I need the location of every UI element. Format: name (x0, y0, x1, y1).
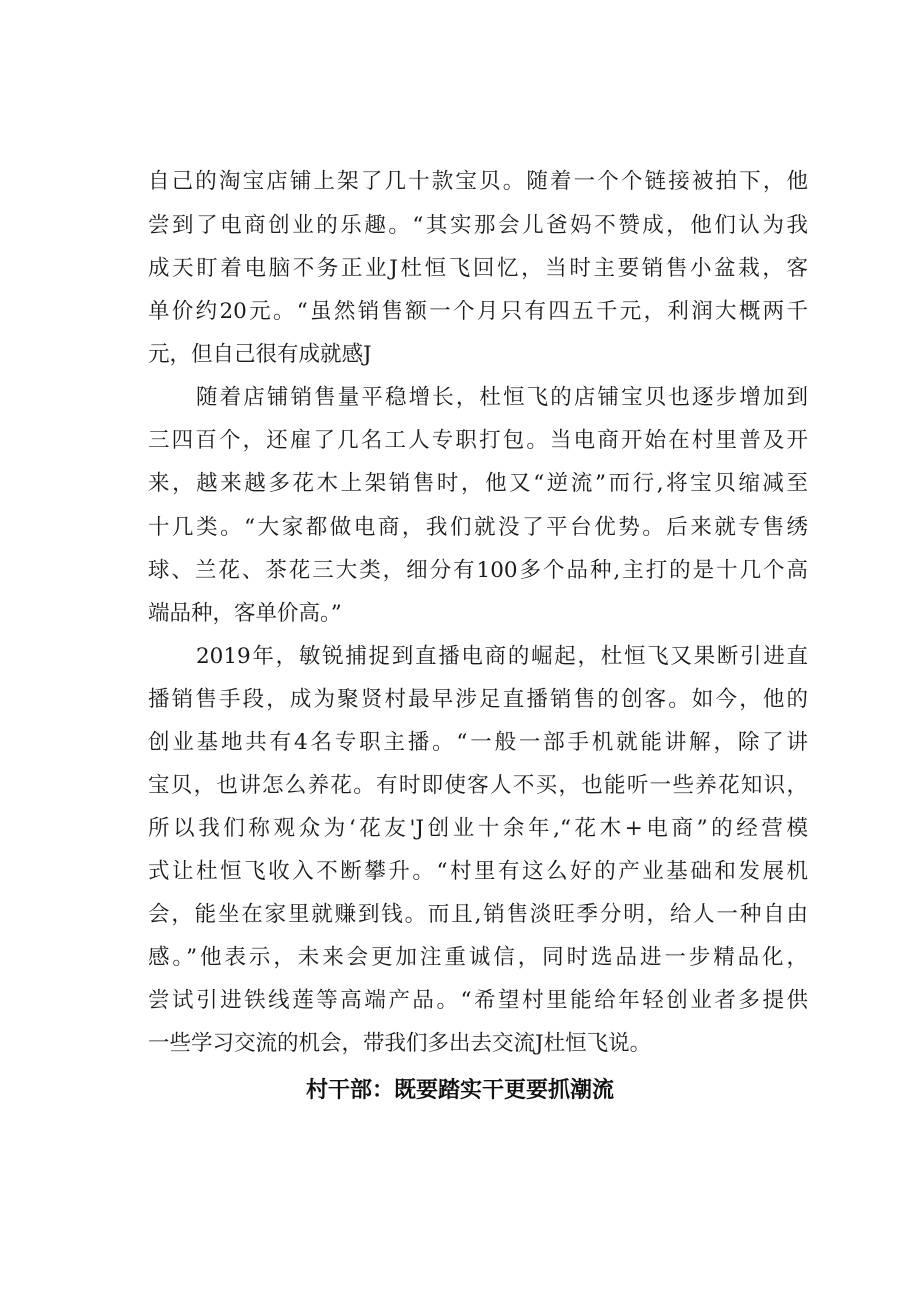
paragraph-line: 单价约20元。“虽然销售额一个月只有四五千元，利润大概两千 (148, 299, 808, 324)
paragraph-line: 随着店铺销售量平稳增长，杜恒飞的店铺宝贝也逐步增加到 (196, 385, 808, 410)
paragraph-line: 十几类。“大家都做电商，我们就没了平台优势。后来就专售绣 (148, 515, 808, 540)
paragraph-line: 成天盯着电脑不务正业J杜恒飞回忆，当时主要销售小盆栽，客 (148, 256, 808, 281)
paragraph-line: 感。”他表示，未来会更加注重诚信，同时选品进一步精品化， (148, 945, 808, 970)
paragraph-line: 播销售手段，成为聚贤村最早涉足直播销售的创客。如今，他的 (148, 687, 808, 712)
paragraph-line: 宝贝，也讲怎么养花。有时即使客人不买，也能听一些养花知识， (148, 773, 808, 798)
paragraph-line: 端品种，客单价高。” (148, 601, 342, 626)
paragraph-line: 球、兰花、茶花三大类，细分有100多个品种,主打的是十几个高 (148, 558, 808, 583)
section-heading: 村干部：既要踏实干更要抓潮流 (305, 1078, 614, 1103)
paragraph-line: 尝试引进铁线莲等高端产品。“希望村里能给年轻创业者多提供 (148, 988, 808, 1013)
paragraph-line: 式让杜恒飞收入不断攀升。“村里有这么好的产业基础和发展机 (148, 859, 808, 884)
paragraph-line: 创业基地共有4名专职主播。“一般一部手机就能讲解，除了讲 (148, 730, 808, 755)
paragraph-line: 会，能坐在家里就赚到钱。而且,销售淡旺季分明，给人一种自由 (148, 902, 808, 927)
paragraph-line: 一些学习交流的机会，带我们多出去交流J杜恒飞说。 (148, 1031, 652, 1056)
paragraph-line: 自己的淘宝店铺上架了几十款宝贝。随着一个个链接被拍下，他 (148, 169, 808, 194)
paragraph-line: 所以我们称观众为‘花友'J创业十余年,“花木+电商”的经营模 (148, 816, 808, 841)
paragraph-line: 元，但自己很有成就感J (148, 342, 372, 367)
paragraph-line: 尝到了电商创业的乐趣。“其实那会儿爸妈不赞成，他们认为我 (148, 213, 808, 238)
paragraph-line: 三四百个，还雇了几名工人专职打包。当电商开始在村里普及开 (148, 428, 808, 453)
paragraph-line: 2019年，敏锐捕捉到直播电商的崛起，杜恒飞又果断引进直 (196, 644, 808, 669)
paragraph-line: 来，越来越多花木上架销售时，他又“逆流”而行,将宝贝缩减至 (148, 471, 808, 496)
